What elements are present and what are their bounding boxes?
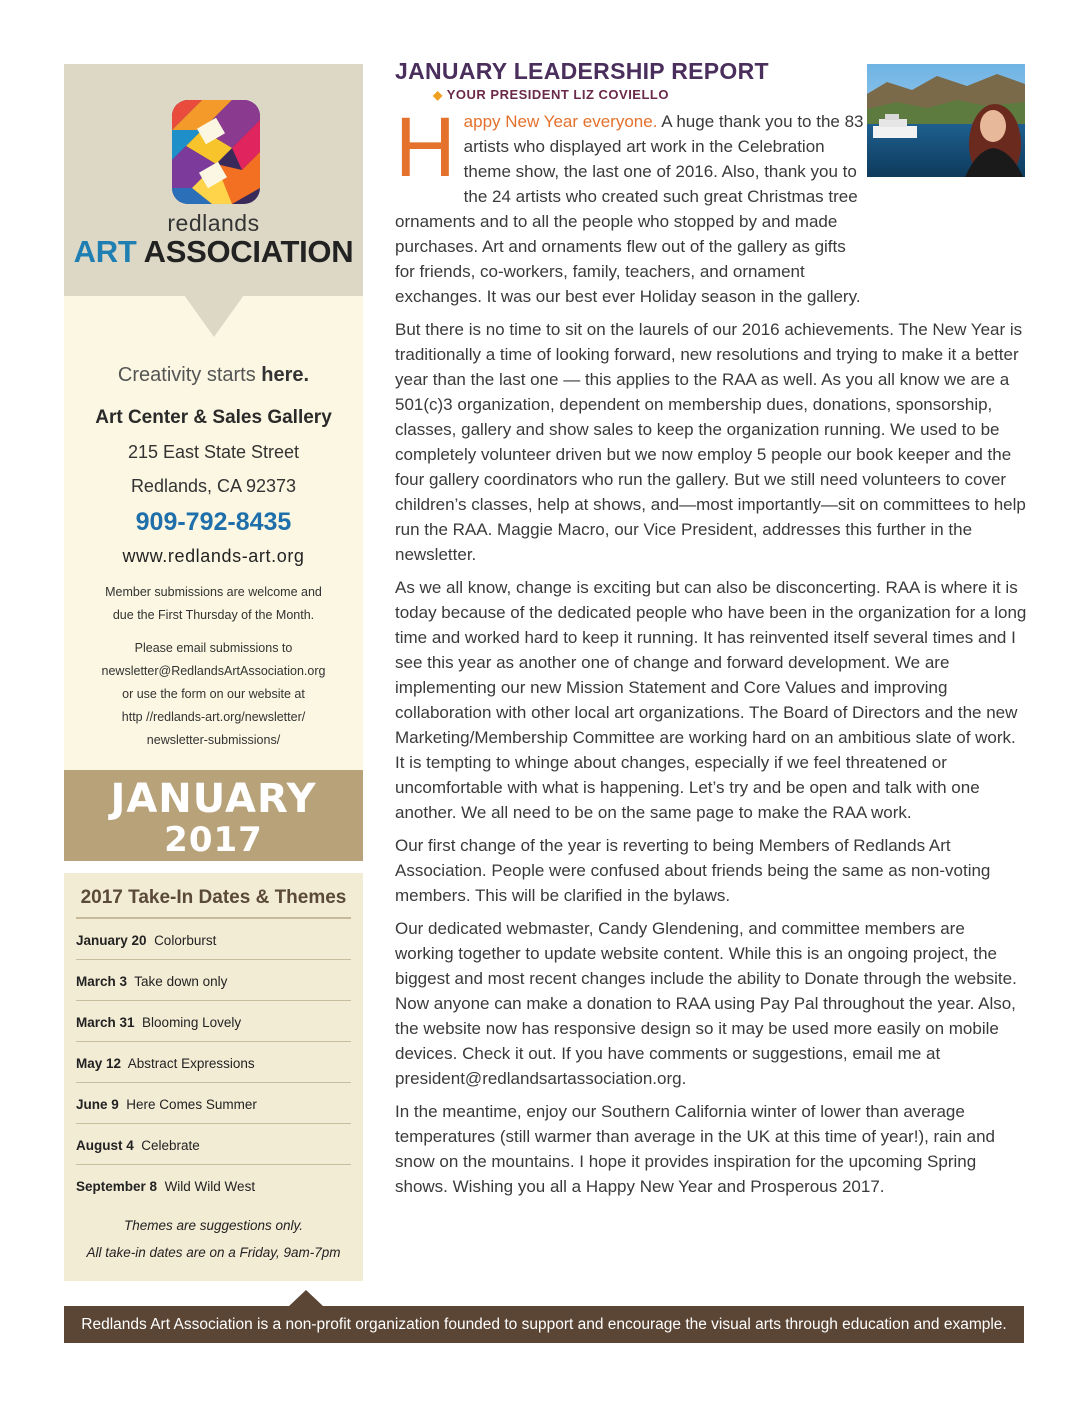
submission-note (64, 581, 363, 627)
issue-year: 2017 (164, 820, 263, 860)
city-address: Redlands, CA 92373 (130, 476, 297, 496)
date-label: June 9 (76, 1097, 119, 1112)
article-paragraph: In the meantime, enjoy our Southern California winter of lower than average temperatures (still warmer than average in the UK at this time of year!), rain and snow on the mountains. I hope it provides inspiration for the upcoming Spring shows. Wishing you all a Happy New Year and Prosperous 2017. (395, 1102, 995, 1196)
article-lead: appy New Year everyone. (463, 112, 658, 131)
logo-pointer (184, 295, 244, 337)
issue-month-box (64, 770, 363, 861)
street-address: 215 East State Street (127, 442, 300, 462)
submission-form-link[interactable]: http //redlands-art.org/newsletter/ (121, 710, 306, 724)
website-link[interactable]: www.redlands-art.org (122, 546, 305, 566)
date-row (76, 960, 351, 1001)
dates-note-line: Themes are suggestions only. (123, 1218, 304, 1233)
newsletter-email-link[interactable]: newsletter@RedlandsArtAssociation.org (101, 664, 326, 678)
logo-mark-icon (172, 100, 260, 204)
email-note-line: or use the form on our website at (122, 687, 305, 701)
submission-form-link-cont[interactable]: newsletter-submissions/ (146, 733, 281, 747)
take-in-dates-title: 2017 Take-In Dates & Themes (76, 887, 351, 919)
theme-label: Celebrate (141, 1138, 200, 1153)
footer-banner: Redlands Art Association is a non-profit organization founded to support and encourage the visual arts through education and example. (64, 1306, 1024, 1343)
sidebar (64, 64, 363, 1281)
article-body (395, 100, 1027, 1199)
submission-note-line: Member submissions are welcome and (105, 585, 322, 599)
phone-number: 909-792-8435 (135, 508, 292, 536)
date-row (76, 1042, 351, 1083)
issue-month: JANUARY (110, 776, 317, 822)
date-label: January 20 (76, 933, 147, 948)
logo-text-association: ASSOCIATION (143, 234, 354, 269)
date-row (76, 1001, 351, 1042)
tagline-emphasis: here. (261, 364, 310, 386)
footer-pointer (288, 1290, 324, 1307)
date-row (76, 1124, 351, 1165)
article-paragraph: Our dedicated webmaster, Candy Glendening, and committee members are working together to update website content. While this is an ongoing project, the biggest and most recent changes include the ability to Donate through the website. Now anyone can make a donation to RAA using Pay Pal throughout the year. Also, the website now has responsive design so it may be used more easily on mobile devices. Check it out. If you have comments or suggestions, email me at president@redlandsartassociation.org. (395, 919, 1017, 1088)
article-title: JANUARY LEADERSHIP REPORT (395, 58, 769, 84)
date-label: September 8 (76, 1179, 158, 1194)
dates-note-line: All take-in dates are on a Friday, 9am-7pm (86, 1245, 341, 1260)
tagline-text: Creativity starts (117, 364, 262, 386)
paragraph-text: A huge thank you to the 83 artists who displayed art work in the Celebration theme show, the last one of 2016. Also, thank you to the 24 artists who created such great Christmas tree ornaments and to all the people who stopped by and made purchases. Art and ornaments flew out of the gallery as gifts for friends, co-workers, family, teachers, and ornament exchanges. It was our best ever Holiday season in the gallery. (395, 112, 864, 306)
take-in-dates-box (64, 873, 363, 1281)
theme-label: Here Comes Summer (126, 1097, 257, 1112)
date-label: August 4 (76, 1138, 134, 1153)
logo-text-art-association (64, 234, 363, 270)
article-paragraph: As we all know, change is exciting but can also be disconcerting. RAA is where it is today because of the dedicated people who have been in the organization for a long time and worked hard to keep it running. It has reinvented itself several times and I see this year as another one of change and forward development. We are implementing our new Mission Statement and Core Values and improving collaboration with other local art organizations. The Board of Directors and the new Marketing/Membership Committee are working hard on an ambitious slate of work. It is tempting to whinge about changes, especially if we feel threatened or uncomfortable with what is happening. Let’s try and be open and talk with one another. We all need to be on the same page to make the RAA work. (395, 578, 1027, 822)
main-article (395, 58, 1027, 1207)
article-paragraph: Our first change of the year is reverting to being Members of Redlands Art Association. People were confused about friends being the same as non-voting members. This will be clarified in the bylaws. (395, 836, 991, 905)
date-row (76, 919, 351, 960)
byline-text: YOUR PRESIDENT LIZ COVIELLO (446, 87, 669, 102)
president-photo (867, 64, 1025, 177)
dates-note (76, 1212, 351, 1266)
gallery-name: Art Center & Sales Gallery (95, 407, 332, 428)
theme-label: Abstract Expressions (127, 1056, 255, 1071)
date-label: May 12 (76, 1056, 122, 1071)
logo-box (64, 64, 363, 296)
theme-label: Wild Wild West (164, 1179, 256, 1194)
submission-note-line: due the First Thursday of the Month. (112, 608, 315, 622)
date-label: March 3 (76, 974, 128, 989)
email-note-line: Please email submissions to (134, 641, 293, 655)
drop-cap: H (395, 100, 456, 194)
theme-label: Take down only (134, 974, 228, 989)
info-box (64, 296, 363, 770)
article-paragraph: But there is no time to sit on the laurels of our 2016 achievements. The New Year is traditionally a time of looking forward, new resolutions and trying to make it a better year than the last one — this applies to the RAA as well. As you all know we are a 501(c)3 organization, dependent on membership dues, donations, sponsorship, classes, gallery and show sales to keep the organization running. We used to be completely volunteer driven but we now employ 5 people our book keeper and the four gallery coordinators who run the gallery. But we still need volunteers to cover children’s classes, help at shows, and—most importantly—sit on committees to help run the RAA. Maggie Macro, our Vice President, addresses this further in the newsletter. (395, 320, 1026, 564)
theme-label: Colorburst (154, 933, 217, 948)
diamond-icon: ◆ (433, 88, 443, 102)
theme-label: Blooming Lovely (142, 1015, 242, 1030)
date-row (76, 1165, 351, 1206)
logo-text-art: ART (73, 234, 137, 269)
tagline (64, 364, 363, 387)
logo-text-redlands: redlands (167, 210, 260, 236)
date-label: March 31 (76, 1015, 135, 1030)
date-row (76, 1083, 351, 1124)
email-note (64, 637, 363, 752)
